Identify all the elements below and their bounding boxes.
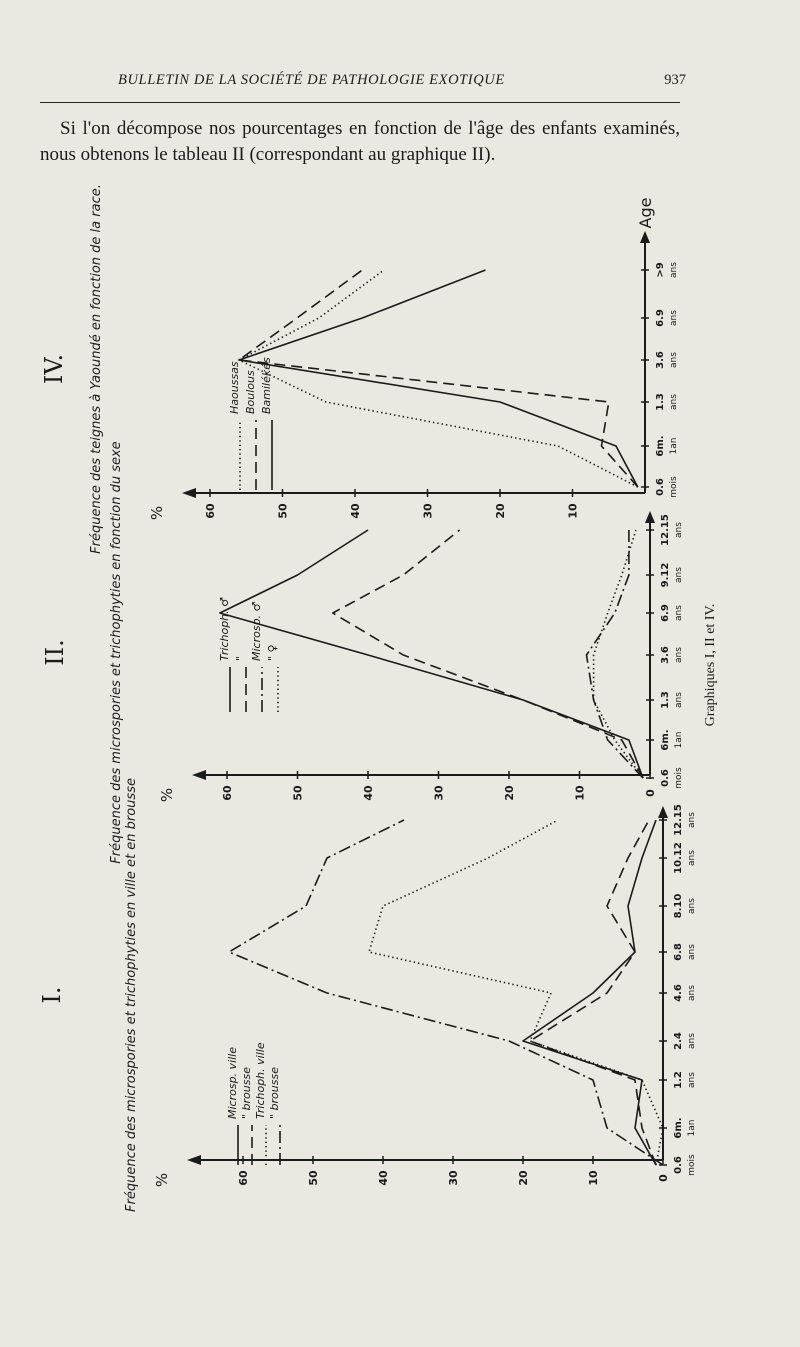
chart-numeral: IV. — [40, 353, 68, 385]
series-4-line — [229, 820, 663, 1165]
running-title: BULLETIN DE LA SOCIÉTÉ DE PATHOLOGIE EXOTIQUE — [118, 72, 505, 88]
y-tick-label: 50 — [291, 785, 305, 801]
x-tick-sublabel: ans — [687, 985, 697, 1001]
chart-1 — [38, 778, 697, 1212]
y-tick-label: 20 — [503, 785, 516, 801]
y-tick-label: 40 — [377, 1170, 390, 1186]
y-tick-label: 60 — [221, 785, 234, 801]
y-tick-label: 40 — [349, 503, 362, 519]
legend-label: " ♀ — [266, 644, 279, 661]
age-axis-arrow — [640, 231, 650, 243]
legend-label: Trichoph. ♂ — [218, 596, 231, 661]
series-3-line — [369, 820, 663, 1165]
x-tick-label: 6.9 — [660, 604, 671, 622]
x-tick-sublabel: ans — [687, 1072, 697, 1088]
x-tick-sublabel: ans — [674, 522, 684, 538]
x-tick-sublabel: 1an — [674, 731, 684, 749]
legend-label: Haoussas — [228, 361, 241, 414]
value-axis-arrow — [182, 488, 196, 498]
x-tick-sublabel: ans — [674, 647, 684, 663]
series-1-line — [239, 270, 638, 487]
chart-title: Fréquence des microspories et trichophyties en fonction du sexe — [109, 441, 124, 864]
x-tick-sublabel: 1an — [669, 437, 679, 455]
y-tick-label: 50 — [307, 1170, 320, 1186]
legend-label: " — [234, 655, 247, 661]
x-tick-label: 12.15 — [660, 514, 671, 546]
y-axis-unit: % — [153, 1172, 171, 1188]
x-tick-label: 3.6 — [655, 351, 666, 369]
y-axis-unit: % — [158, 787, 176, 803]
y-tick-label: 30 — [421, 503, 435, 519]
chart-3 — [40, 184, 679, 554]
y-tick-label: 0 — [644, 789, 657, 797]
x-tick-label: 6.8 — [673, 943, 684, 961]
x-tick-label: 8.10 — [673, 893, 684, 919]
value-axis-arrow — [192, 770, 206, 780]
series-1-line — [220, 530, 643, 778]
x-tick-label: 2.4 — [673, 1032, 684, 1050]
y-tick-label: 50 — [276, 503, 290, 519]
y-axis-unit: % — [148, 505, 166, 521]
x-tick-label: 1.3 — [660, 691, 671, 709]
legend-label: Boulous — [244, 370, 257, 414]
x-tick-label: 3.6 — [660, 646, 671, 664]
x-tick-label: >9 — [655, 262, 666, 278]
x-tick-label: 0.6 — [660, 769, 671, 787]
x-tick-sublabel: ans — [674, 567, 684, 583]
x-tick-sublabel: ans — [669, 262, 679, 278]
x-tick-sublabel: mois — [687, 1154, 697, 1176]
x-tick-label: 0.6 — [655, 478, 666, 496]
x-tick-label: 9.12 — [660, 562, 671, 588]
y-tick-label: 60 — [237, 1170, 250, 1186]
legend-label: Trichoph. ville — [254, 1042, 267, 1119]
x-tick-label: 1.3 — [655, 393, 666, 411]
y-tick-label: 40 — [362, 785, 375, 801]
x-tick-sublabel: ans — [687, 898, 697, 914]
y-tick-label: 60 — [204, 503, 217, 519]
x-tick-label: 6m. — [655, 435, 666, 457]
x-axis-name: Age — [636, 197, 655, 229]
y-tick-label: 0 — [657, 1174, 670, 1182]
legend-label: Microsp. ♂ — [250, 601, 263, 661]
legend-label: Bamilékés — [260, 357, 273, 414]
x-tick-label: 0.6 — [673, 1156, 684, 1174]
intro-text: Si l'on décompose nos pourcentages en fonction de l'âge des enfants examinés, nous obtenons le tableau II (correspondant au graphique II). — [40, 118, 680, 165]
series-3-line — [239, 270, 638, 487]
series-2-line — [333, 530, 643, 778]
x-tick-sublabel: ans — [687, 1033, 697, 1049]
x-tick-sublabel: ans — [669, 394, 679, 410]
legend-label: " brousse — [268, 1067, 281, 1119]
x-tick-label: 6m. — [660, 729, 671, 751]
series-4-line — [594, 530, 643, 778]
y-tick-label: 30 — [432, 785, 446, 801]
legend-label: " brousse — [240, 1067, 253, 1119]
age-axis-arrow — [658, 806, 668, 818]
x-tick-sublabel: ans — [687, 812, 697, 828]
x-tick-sublabel: ans — [687, 850, 697, 866]
y-tick-label: 10 — [587, 1170, 600, 1186]
series-1-line — [523, 820, 656, 1165]
legend-label: Microsp. ville — [226, 1047, 239, 1119]
x-tick-sublabel: mois — [669, 476, 679, 498]
x-tick-sublabel: ans — [669, 310, 679, 326]
x-tick-sublabel: 1an — [687, 1119, 697, 1137]
x-tick-label: 12.15 — [673, 804, 684, 836]
x-tick-label: 1.2 — [673, 1071, 684, 1089]
chart-numeral: II. — [41, 639, 69, 666]
y-tick-label: 10 — [566, 503, 580, 519]
value-axis-arrow — [187, 1155, 201, 1165]
page-number: 937 — [664, 72, 686, 88]
chart-title: Fréquence des microspories et trichophyties en ville et en brousse — [124, 778, 139, 1212]
series-2-line — [239, 270, 638, 487]
x-tick-sublabel: ans — [674, 692, 684, 708]
chart-numeral: I. — [38, 986, 66, 1004]
series-3-line — [587, 530, 644, 778]
chart-title: Fréquence des teignes à Yaoundé en fonction de la race. — [89, 184, 104, 554]
y-tick-label: 10 — [573, 785, 587, 801]
y-tick-label: 20 — [494, 503, 507, 519]
x-tick-sublabel: ans — [669, 352, 679, 368]
y-tick-label: 20 — [517, 1170, 530, 1186]
x-tick-label: 10.12 — [673, 842, 684, 874]
x-tick-sublabel: mois — [674, 767, 684, 789]
age-axis-arrow — [645, 511, 655, 523]
x-tick-sublabel: ans — [674, 605, 684, 621]
x-tick-sublabel: ans — [687, 944, 697, 960]
x-tick-label: 6m. — [673, 1117, 684, 1139]
figure-caption: Graphiques I, II et IV. — [703, 603, 718, 727]
x-tick-label: 4.6 — [673, 984, 684, 1002]
y-tick-label: 30 — [447, 1170, 460, 1186]
x-tick-label: 6.9 — [655, 309, 666, 327]
